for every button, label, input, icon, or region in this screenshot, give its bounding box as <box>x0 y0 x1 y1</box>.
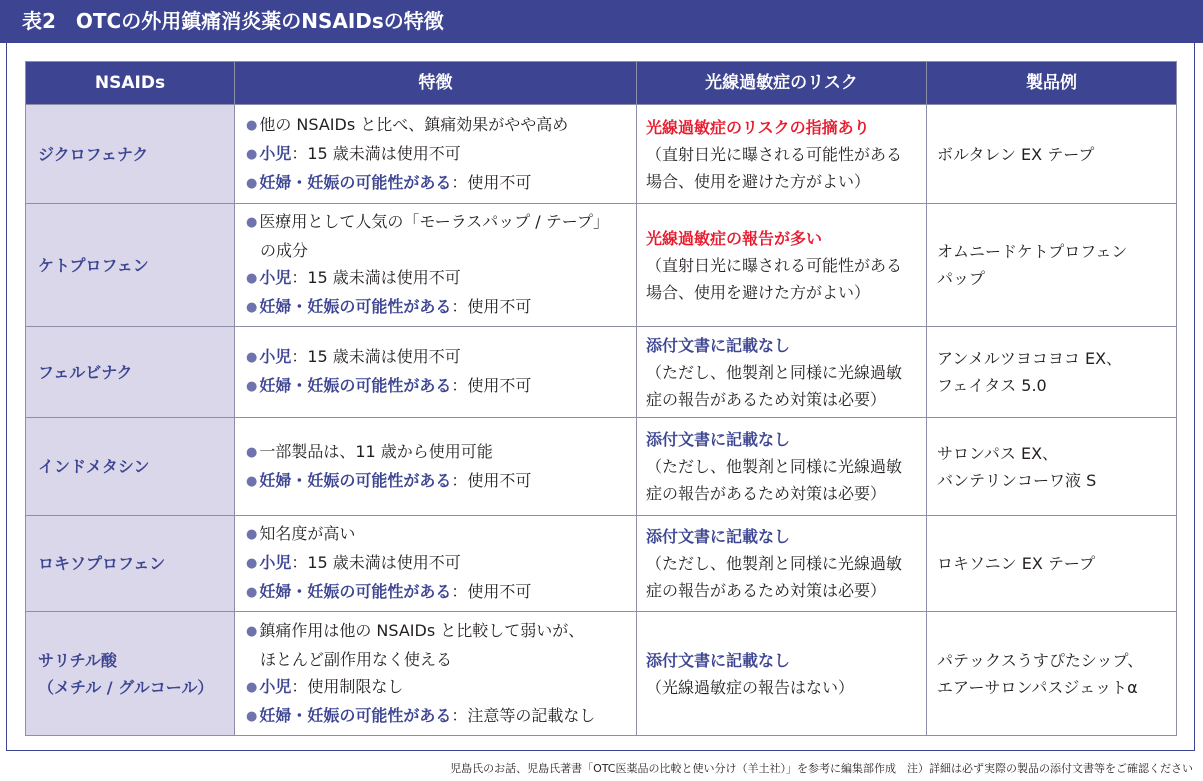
product-name: パテックスうすぴたシップ、 <box>937 650 1144 670</box>
drug-name-cell <box>26 327 235 418</box>
products-cell <box>927 418 1177 516</box>
feature-emphasis: 妊婦・妊娠の可能性がある <box>259 582 452 601</box>
feature-emphasis: 小児 <box>259 553 292 572</box>
table-row <box>26 418 1177 516</box>
product-name: サロンパス EX、 <box>937 443 1059 463</box>
feature-text: の成分 <box>260 241 309 260</box>
features-cell <box>235 418 637 516</box>
products-cell <box>927 204 1177 327</box>
feature-line <box>246 702 628 731</box>
drug-name: ジクロフェナク <box>38 144 149 164</box>
feature-line <box>246 549 628 578</box>
feature-text: ：使用不可 <box>451 582 532 601</box>
bullet-icon: ● <box>246 679 258 695</box>
risk-heading: 添付文書に記載なし <box>646 650 791 670</box>
feature-text: 一部製品は、11 歳から使用可能 <box>259 441 493 461</box>
drug-name-cell <box>26 612 235 736</box>
feature-text: ：使用不可 <box>451 376 532 395</box>
drug-name: フェルビナク <box>38 362 133 382</box>
feature-text: ：使用不可 <box>451 297 532 316</box>
column-header: NSAIDs <box>26 62 235 105</box>
features-cell <box>235 204 637 327</box>
risk-cell <box>637 327 927 418</box>
feature-text: ：15 歳未満は使用不可 <box>291 268 461 287</box>
feature-text: ：使用不可 <box>451 172 532 192</box>
feature-emphasis: 妊婦・妊娠の可能性がある <box>259 297 452 316</box>
feature-text: 他の NSAIDs と比べ、鎮痛効果がやや高め <box>259 114 569 134</box>
products-cell <box>927 612 1177 736</box>
column-header: 製品例 <box>927 62 1177 105</box>
bullet-icon: ● <box>246 175 258 191</box>
bullet-icon: ● <box>246 473 258 489</box>
features-cell <box>235 516 637 612</box>
risk-cell <box>637 204 927 327</box>
feature-line <box>246 264 628 293</box>
risk-detail: （ただし、他製剤と同様に光線過敏 <box>646 362 903 382</box>
table-row <box>26 204 1177 327</box>
bullet-icon: ● <box>246 350 258 365</box>
risk-cell <box>637 516 927 612</box>
feature-emphasis: 小児 <box>259 268 292 287</box>
risk-detail: 症の報告があるため対策は必要） <box>646 389 887 409</box>
product-name: ボルタレン EX テープ <box>937 144 1095 164</box>
bullet-icon: ● <box>246 271 258 286</box>
risk-detail: 場合、使用を避けた方がよい） <box>646 282 871 302</box>
feature-line <box>246 578 628 607</box>
risk-detail: 場合、使用を避けた方がよい） <box>646 171 871 191</box>
feature-emphasis: 妊婦・妊娠の可能性がある <box>259 705 452 725</box>
header-row <box>26 62 1177 105</box>
drug-name-cell <box>26 204 235 327</box>
feature-text: ：使用制限なし <box>291 676 404 696</box>
features-cell <box>235 612 637 736</box>
drug-name: インドメタシン <box>38 457 150 476</box>
feature-line <box>246 646 628 673</box>
products-cell <box>927 105 1177 204</box>
feature-emphasis: 小児 <box>259 676 292 696</box>
drug-name: ケトプロフェン <box>38 255 149 275</box>
feature-text: ：使用不可 <box>451 470 532 490</box>
risk-heading: 光線過敏症のリスクの指摘あり <box>646 117 870 137</box>
feature-line <box>246 372 628 401</box>
risk-cell <box>637 105 927 204</box>
feature-text: ：15 歳未満は使用不可 <box>291 553 461 572</box>
risk-heading: 光線過敏症の報告が多い <box>646 228 823 248</box>
feature-text: ：15 歳未満は使用不可 <box>291 143 461 163</box>
features-cell <box>235 105 637 204</box>
risk-heading: 添付文書に記載なし <box>646 430 791 449</box>
drug-name-cell <box>26 418 235 516</box>
feature-emphasis: 妊婦・妊娠の可能性がある <box>259 172 452 192</box>
feature-line <box>246 467 628 496</box>
feature-emphasis: 妊婦・妊娠の可能性がある <box>259 470 452 490</box>
bullet-icon: ● <box>246 300 258 315</box>
risk-detail: （光線過敏症の報告はない） <box>646 677 855 697</box>
drug-name-cell <box>26 516 235 612</box>
products-cell <box>927 327 1177 418</box>
bullet-icon: ● <box>246 527 258 542</box>
drug-name: （メチル / グルコール） <box>38 677 214 697</box>
feature-line <box>246 169 628 198</box>
feature-line <box>246 111 628 140</box>
feature-text: ：注意等の記載なし <box>451 705 596 725</box>
drug-name: サリチル酸 <box>38 650 117 670</box>
risk-detail: （直射日光に曝される可能性がある <box>646 144 903 164</box>
product-name: フェイタス 5.0 <box>937 376 1047 395</box>
risk-heading: 添付文書に記載なし <box>646 335 791 355</box>
table-row <box>26 105 1177 204</box>
bullet-icon: ● <box>246 146 258 162</box>
feature-line <box>246 520 628 549</box>
bullet-icon: ● <box>246 623 258 639</box>
risk-cell <box>637 418 927 516</box>
feature-text: ：15 歳未満は使用不可 <box>291 347 461 366</box>
feature-line <box>246 140 628 169</box>
product-name: エアーサロンパスジェットα <box>937 677 1138 697</box>
feature-emphasis: 小児 <box>259 347 292 366</box>
product-name: バンテリンコーワ液 S <box>937 470 1097 490</box>
drug-name-cell <box>26 105 235 204</box>
feature-line <box>246 208 628 237</box>
risk-heading: 添付文書に記載なし <box>646 527 791 546</box>
feature-emphasis: 妊婦・妊娠の可能性がある <box>259 376 452 395</box>
table-row <box>26 516 1177 612</box>
feature-text: 知名度が高い <box>259 524 356 543</box>
bullet-icon: ● <box>246 444 258 460</box>
feature-text: ほとんど副作用なく使える <box>260 649 453 669</box>
features-cell <box>235 327 637 418</box>
footnote: 児島氏のお話、児島氏著書「OTC医薬品の比較と使い分け（羊土社）」を参考に編集部作成 注）詳細は必ず実際の製品の添付文書等をご確認ください <box>450 762 1193 775</box>
bullet-icon: ● <box>246 585 258 600</box>
drug-name: ロキソプロフェン <box>38 554 166 573</box>
column-header: 光線過敏症のリスク <box>637 62 927 105</box>
bullet-icon: ● <box>246 556 258 571</box>
product-name: パップ <box>937 269 986 288</box>
risk-detail: 症の報告があるため対策は必要） <box>646 581 887 600</box>
bullet-icon: ● <box>246 215 258 230</box>
feature-line <box>246 343 628 372</box>
risk-detail: （ただし、他製剤と同様に光線過敏 <box>646 457 903 476</box>
table-row <box>26 612 1177 736</box>
nsaids-table <box>25 61 1177 736</box>
bullet-icon: ● <box>246 117 258 133</box>
column-header: 特徴 <box>235 62 637 105</box>
products-cell <box>927 516 1177 612</box>
feature-text: 鎮痛作用は他の NSAIDs と比較して弱いが、 <box>259 620 585 640</box>
risk-cell <box>637 612 927 736</box>
feature-text: 医療用として人気の「モーラスパップ / テープ」 <box>259 212 609 231</box>
feature-line <box>246 293 628 322</box>
product-name: オムニードケトプロフェン <box>937 242 1128 261</box>
risk-detail: （ただし、他製剤と同様に光線過敏 <box>646 554 903 573</box>
feature-line <box>246 438 628 467</box>
feature-line <box>246 617 628 646</box>
table-row <box>26 327 1177 418</box>
risk-detail: 症の報告があるため対策は必要） <box>646 484 887 503</box>
feature-line <box>246 237 628 264</box>
risk-detail: （直射日光に曝される可能性がある <box>646 255 903 275</box>
table-title: 表2 OTCの外用鎮痛消炎薬のNSAIDsの特徴 <box>0 0 1203 43</box>
product-name: アンメルツヨコヨコ EX、 <box>937 349 1123 368</box>
product-name: ロキソニン EX テープ <box>937 554 1096 573</box>
feature-line <box>246 673 628 702</box>
feature-emphasis: 小児 <box>259 143 292 163</box>
bullet-icon: ● <box>246 708 258 724</box>
bullet-icon: ● <box>246 379 258 394</box>
